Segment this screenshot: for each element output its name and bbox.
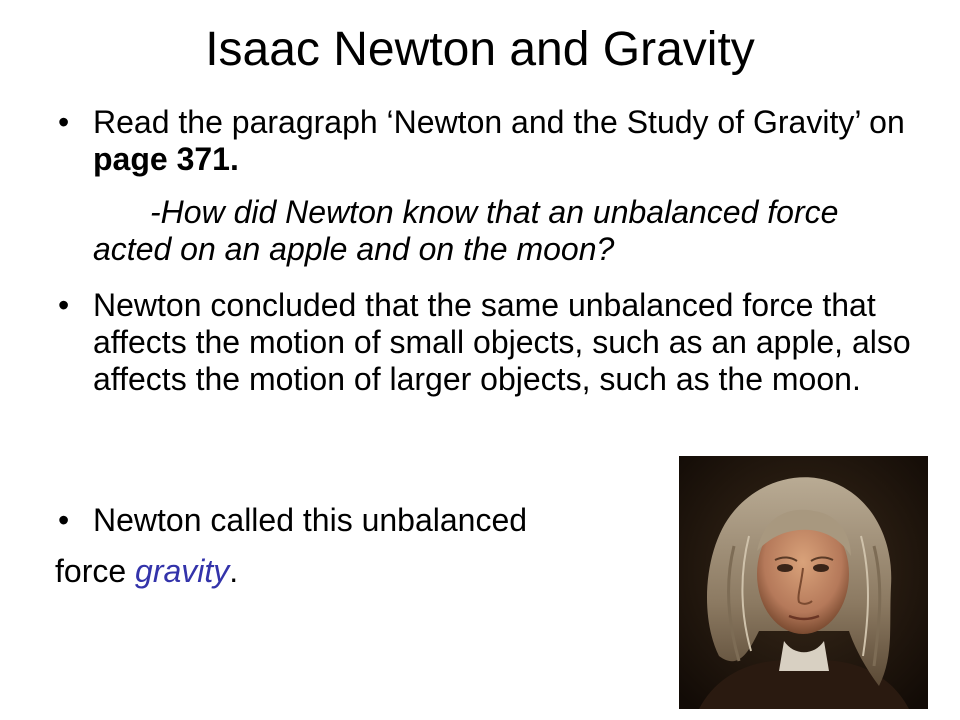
page-reference: page 371. (93, 141, 239, 177)
continuation-prefix: force (55, 553, 136, 589)
bullet-item-read-paragraph (55, 104, 925, 184)
sub-question (93, 194, 923, 268)
newton-portrait-image (679, 456, 928, 709)
bullet-text-plain: Read the paragraph ‘Newton and the Study of Gravity’ on (93, 104, 905, 140)
bullet-text: Newton called this unbalanced (93, 502, 528, 538)
sub-question-text: -How did Newton know that an unbalanced force acted on an apple and on the moon? (93, 194, 839, 267)
bullet-text: Newton concluded that the same unbalanced force that affects the motion of small objects, such as an apple, also affects the motion of larger objects, such as the moon. (93, 287, 911, 397)
bullet-item-newton-concluded (55, 287, 925, 437)
bullet-icon: • (58, 287, 70, 323)
continuation-suffix: . (229, 553, 239, 589)
person-portrait-icon (679, 456, 928, 709)
bullet-text (93, 104, 918, 178)
bullet-icon: • (58, 104, 70, 140)
bullet-icon: • (58, 502, 70, 538)
bullet-continuation (55, 553, 238, 590)
keyword-gravity: gravity (135, 553, 230, 589)
slide-title: Isaac Newton and Gravity (205, 23, 755, 76)
